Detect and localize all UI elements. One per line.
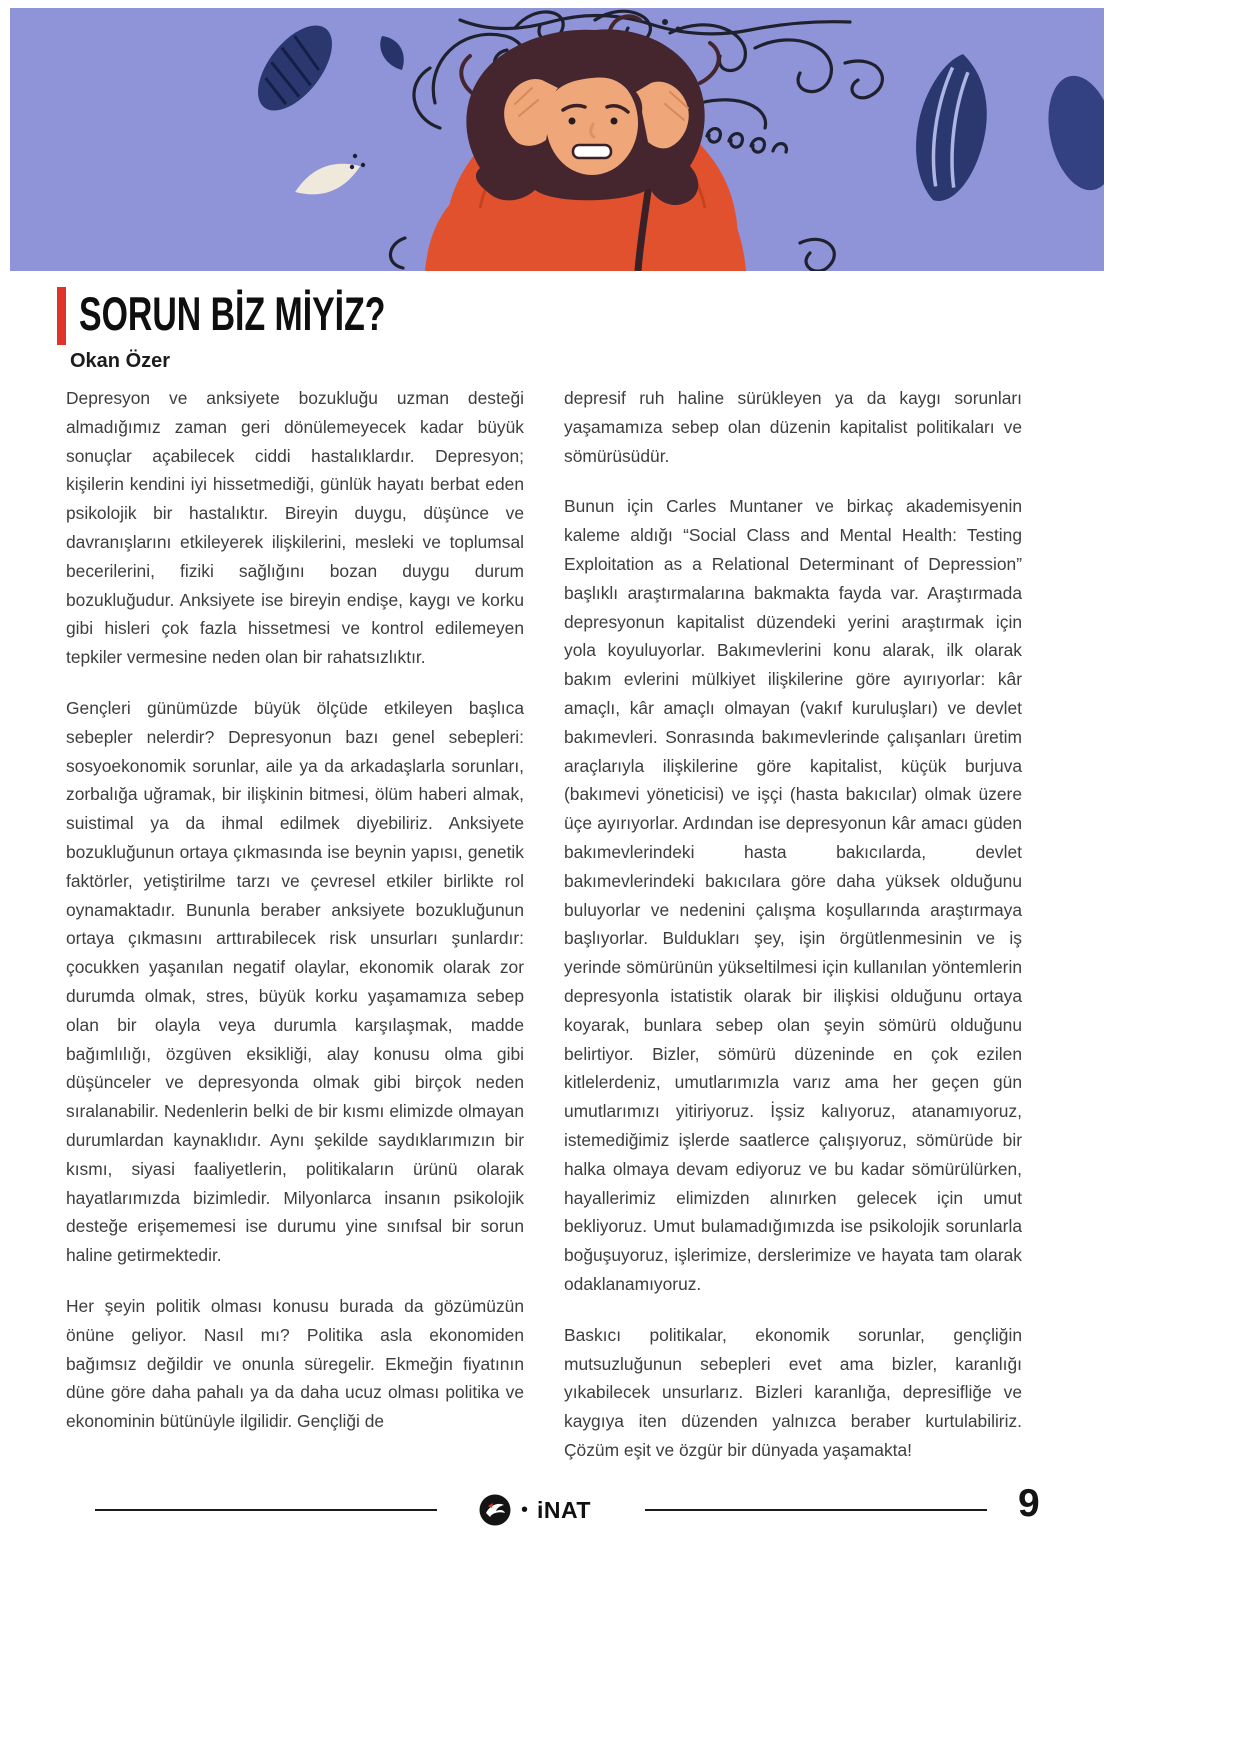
paragraph: Bunun için Carles Muntaner ve birkaç akademisyenin kaleme aldığı “Social Class and Mental Health: Testing Exploitation as a Relational Determinant of Depression” başlıklı araştırmalarına bakmakta fayda var. Araştırmada depresyonun kapitalist düzendeki yerini araştırmak için yola koyuluyorlar. Bakımevlerini konu alarak, ilk olarak bakım evlerini mülkiyet ilişkilerine göre ayırıyorlar: kâr amaçlı, kâr amaçlı olmayan (vakıf kuruluşları) ve devlet bakımevleri. Sonrasında bakımevlerinde çalışanları üretim araçlarıyla ilişkilerine göre kapitalist, küçük burjuva (bakımevi yöneticisi) ve işçi (hasta bakıcılar) olmak üzere üçe ayırıyorlar. Ardından ise depresyonun kâr amacı güden bakımevlerindeki hasta bakıcılarda, devlet bakımevlerindeki bakıcılara göre daha yüksek olduğunu buluyorlar ve nedenini çalışma koşullarında araştırmaya başlıyorlar. Buldukları şey, işin örgütlenmesinin ve iş yerinde sömürünün yükseltilmesi için kullanılan yöntemlerin depresyonla istatistik olarak bir ilişkisi olduğunu ortaya koyarak, bunlara sebep olan şeyin sömürü olduğunu belirtiyor. Bizler, sömürü düzeninde en çok ezilen kitlelerdeniz, umutlarımızla varız ama her geçen gün umutlarımızı yitiriyoruz. İşsiz kalıyoruz, atanamıyoruz, istemediğimiz işlerde saatlerce çalışıyoruz, sömürüde bir halka olmaya devam ediyoruz ve bu kadar sömürülürken, hayallerimiz elimizden alınırken gelecek için umut bekliyoruz. Umut bulamadığımızda ise psikolojik sorunlarla boğuşuyoruz, işlerimize, derslerimize ve hayata tam olarak odaklanamıyoruz.	[564, 496, 1022, 1294]
inat-logo-icon	[478, 1493, 512, 1527]
article-author: Okan Özer	[70, 350, 171, 372]
anxious-woman-illustration-svg	[10, 8, 1104, 271]
paragraph: depresif ruh haline sürükleyen ya da kaygı sorunları yaşamamıza sebep olan düzenin kapitalist politikaları ve sömürüsüdür.	[564, 388, 1022, 466]
paragraph: Depresyon ve anksiyete bozukluğu uzman desteği almadığımız zaman geri dönülemeyecek kadar büyük sonuçlar açabilecek ciddi hastalıklardır. Depresyon; kişilerin kendini iyi hissetmediği, günlük hayatı berbat eden psikolojik bir hastalıktır. Bireyin duygu, düşünce ve davranışlarını etkileyerek ilişkilerini, mesleki ve toplumsal becerilerini, fiziki sağlığını bozan duygu durum bozukluğudur. Anksiyete ise bireyin endişe, kaygı ve korku gibi hisleri çok fazla hissetmesi ve kontrol edilemeyen tepkiler vermesine neden olan bir rahatsızlıktır.	[66, 388, 524, 668]
footer-rule-left	[95, 1509, 437, 1511]
page-number: 9	[1018, 1482, 1040, 1525]
article-title: SORUN BİZ MİYİZ?	[79, 287, 386, 340]
footer-logo-group	[478, 1492, 591, 1528]
footer-rule-right	[645, 1509, 987, 1511]
paragraph: Baskıcı politikalar, ekonomik sorunlar, gençliğin mutsuzluğunun sebepleri evet ama bizler, karanlığı yıkabilecek unsurlarız. Bizleri karanlığa, depresifliğe ve kaygıya iten düzenden yalnızca beraber kurtulabiliriz. Çözüm eşit ve özgür bir dünyada yaşamakta!	[564, 1324, 1022, 1460]
article-body	[66, 384, 1022, 1465]
left-column	[66, 384, 524, 1465]
footer-bullet: •	[521, 1499, 529, 1521]
right-column	[564, 384, 1022, 1465]
title-block	[57, 287, 505, 345]
header-illustration	[10, 8, 1104, 271]
paragraph: Gençleri günümüzde büyük ölçüde etkileyen başlıca sebepler nelerdir? Depresyonun bazı genel sebepleri: sosyoekonomik sorunlar, aile ya da arkadaşlarla sorunları, zorbalığa uğramak, bir ilişkinin bitmesi, ölüm haberi almak, suistimal ya da ihmal edilmek diyebiliriz. Anksiyete bozukluğunun ortaya çıkmasında ise beynin yapısı, genetik faktörler, yetiştirilme tarzı ve çevresel etkiler birlikte rol oynamaktadır. Bununla beraber anksiyete bozukluğunun ortaya çıkmasını arttırabilecek risk unsurları şunlardır: çocukken yaşanılan negatif olaylar, ekonomik olarak zor durumda olmak, stres, büyük korku yaşamamıza sebep olan bir olayla veya durumla karşılaşmak, madde bağımlılığı, özgüven eksikliği, alay konusu olma gibi düşünceler ve depresyonda olmak gibi birçok neden sıralanabilir. Nedenlerin belki de bir kısmı elimizde olmayan durumlardan kaynaklıdır. Aynı şekilde saydıklarımızın bir kısmı, siyasi faaliyetlerin, politikaların ürünü olarak hayatlarımızda bizimledir. Milyonlarca insanın psikolojik desteğe erişememesi ise durumu yine sınıfsal bir sorun haline getirmektedir.	[66, 697, 524, 1266]
title-accent-bar	[57, 287, 66, 345]
footer-brand: iNAT	[537, 1496, 591, 1523]
paragraph: Her şeyin politik olması konusu burada da gözümüzün önüne geliyor. Nasıl mı? Politika asla ekonomiden bağımsız değildir ve onunla süregelir. Ekmeğin fiyatının düne göre daha pahalı ya da daha ucuz olması politika ve ekonominin bütünüyle ilgilidir. Gençliği de	[66, 1295, 524, 1432]
